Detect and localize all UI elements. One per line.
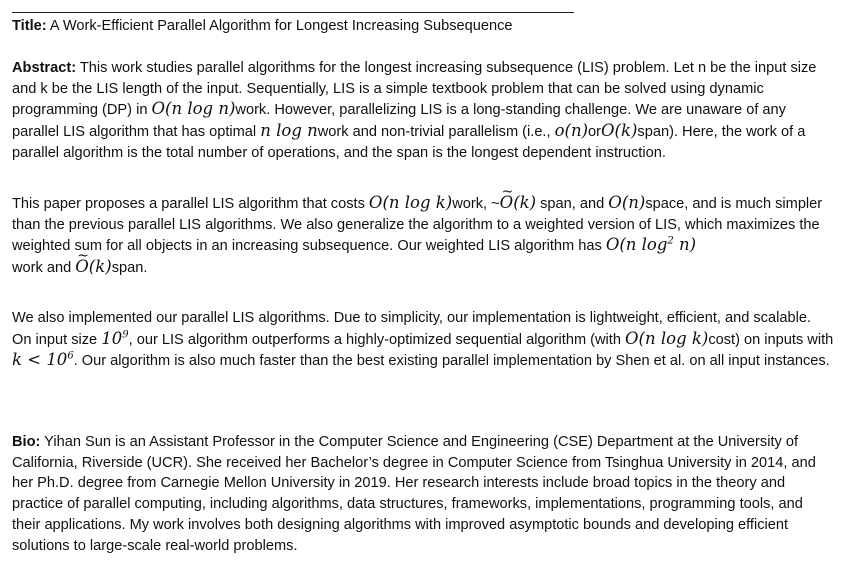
abstract-p3-text-2: , our LIS algorithm outperforms a highly-optimized sequential algorithm (with — [128, 331, 626, 348]
math-10-pow-9-base: 10 — [101, 328, 123, 348]
math-o-nlog2n-end: n) — [673, 235, 697, 255]
math-o-k: O(k) — [601, 121, 638, 141]
math-10-pow-9 — [101, 329, 128, 348]
abstract-paragraph-1 — [12, 58, 834, 164]
math-o-nlogn: O(n log n) — [151, 99, 236, 119]
abstract-paragraph-3 — [12, 308, 834, 372]
bio-paragraph — [12, 432, 834, 556]
math-o-nlogk-2: O(n log k) — [625, 328, 709, 348]
abstract-p2-text-4: space, and is much simpler than the previous parallel LIS algorithms. We also generalize the algorithm to a weighted version of LIS, which maximizes the weighted sum for all objects in an increasing subsequence. Our weighted LIS algorithm has — [12, 196, 823, 255]
abstract-p1-text-1: This work studies parallel algorithms for the longest increasing subsequence (LIS) problem. Let n be the input size and k be the LIS length of the input. Sequentially, LIS is a simple textbook problem that can be solved using dynamic programming (DP) in — [12, 60, 817, 119]
math-o-n: O(n) — [608, 193, 646, 212]
abstract-p2-text-5: work and — [12, 260, 76, 277]
math-10-pow-9-exponent: 9 — [122, 329, 129, 341]
abstract-p2-text-2: work, ~ — [452, 196, 500, 212]
abstract-p3-text-3: cost) on inputs with — [708, 331, 834, 348]
paper-title: A Work-Efficient Parallel Algorithm for Longest Increasing Subsequence — [49, 18, 513, 34]
math-little-o-n: o(n) — [554, 121, 589, 141]
abstract-label: Abstract: — [12, 60, 77, 76]
bio-label: Bio: — [12, 434, 41, 450]
math-o-nlog2n-base: O(n log — [605, 235, 668, 255]
abstract-p3-text-4: . Our algorithm is also much faster than the best existing parallel implementation by Shen et al. on all input instances. — [73, 353, 830, 370]
abstract-p2-text-6: span. — [111, 260, 148, 277]
abstract-p1-text-4: or — [588, 124, 602, 141]
math-o-tilde-k-2: ~ O(k) — [75, 257, 111, 278]
math-o-nlog2n-exponent: 2 — [667, 235, 674, 247]
math-nlogn: n log n — [260, 121, 318, 141]
abstract-p2-text-3: span, and — [536, 196, 609, 212]
title-line — [12, 16, 834, 37]
abstract-p2-text-1: This paper proposes a parallel LIS algorithm that costs — [12, 196, 369, 212]
math-k-lt-10-pow-6-exponent: 6 — [67, 350, 74, 362]
math-o-nlog2n — [606, 235, 696, 254]
abstract-p1-text-3: work and non-trivial parallelism (i.e., — [317, 124, 555, 141]
math-k-lt-10-pow-6-base: k < 10 — [12, 350, 68, 370]
math-o-tilde-k: ~ O(k) — [500, 193, 536, 214]
top-divider — [12, 12, 574, 13]
abstract-p1-text-2: work. However, parallelizing LIS is a long-standing challenge. We are unaware of any parallel LIS algorithm that has optimal — [12, 102, 786, 141]
abstract-p1-text-5: span). Here, the work of a parallel algorithm is the total number of operations, and the span is the longest dependent instruction. — [12, 124, 806, 161]
math-o-nlogk: O(n log k) — [368, 193, 453, 212]
abstract-p3-text-1: We also implemented our parallel LIS algorithms. Due to simplicity, our implementation is lightweight, efficient, and scalable. On input size — [12, 310, 811, 348]
abstract-paragraph-2 — [12, 193, 834, 279]
bio-text: Yihan Sun is an Assistant Professor in the Computer Science and Engineering (CSE) Department at the University of California, Riverside (UCR). She received her Bachelor’s degree in Computer Science from Tsinghua University in 2014, and her Ph.D. degree from Carnegie Mellon University in 2019. Her research interests include broad topics in the theory and practice of parallel computing, including algorithms, data structures, frameworks, implementations, programming tools, and their applications. My work involves both designing algorithms with improved asymptotic bounds and developing efficient solutions to large-scale real-world problems. — [12, 434, 816, 554]
title-label: Title: — [12, 18, 47, 34]
math-k-lt-10-pow-6 — [12, 350, 74, 369]
